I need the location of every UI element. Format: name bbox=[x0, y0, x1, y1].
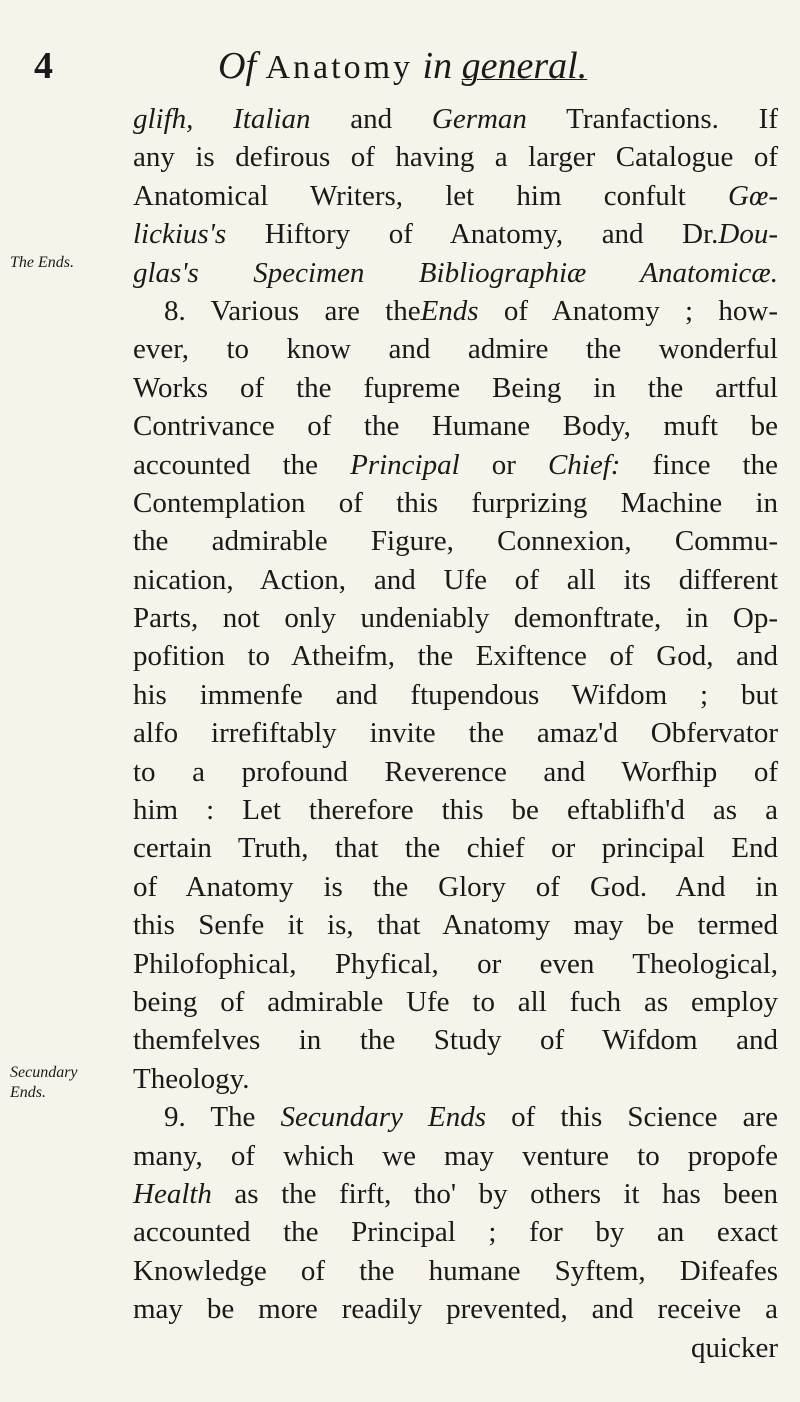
page-header bbox=[28, 44, 748, 104]
running-head bbox=[218, 44, 587, 88]
body-text bbox=[133, 100, 778, 1367]
text-line: nication, Action, and Ufe of all its different bbox=[133, 563, 778, 596]
text-line: Health as the firft, tho' by others it has been bbox=[133, 1177, 778, 1210]
text-line: ever, to know and admire the wonderful bbox=[133, 333, 778, 366]
text-line: lickius's Hiftory of Anatomy, and Dr.Dou- bbox=[133, 218, 778, 251]
text-line: any is defirous of having a larger Catalogue of bbox=[133, 141, 778, 174]
text-line: 8. Various are theEnds of Anatomy ; how- bbox=[164, 294, 778, 327]
text-line: glas's Specimen Bibliographiæ Anatomicæ. bbox=[133, 256, 778, 289]
text-line: glifh, Italian and German Tranfactions. If bbox=[133, 103, 778, 135]
text-line: alfo irrefiftably invite the amaz'd Obfervator bbox=[133, 717, 778, 750]
catchword: quicker bbox=[691, 1331, 778, 1364]
text-line: themfelves in the Study of Wifdom and bbox=[133, 1024, 778, 1057]
text-line: certain Truth, that the chief or principal End bbox=[133, 832, 778, 865]
running-head-of: Of bbox=[218, 45, 256, 87]
text-line: Parts, not only undeniably demonftrate, in Op- bbox=[133, 602, 778, 635]
text-line: accounted the Principal ; for by an exact bbox=[133, 1216, 778, 1249]
text-line: pofition to Atheifm, the Exiftence of God, and bbox=[133, 640, 778, 673]
text-line: Philofophical, Phyfical, or even Theological, bbox=[133, 947, 778, 980]
text-line: his immenfe and ftupendous Wifdom ; but bbox=[133, 678, 778, 711]
text-line: accounted the Principal or Chief: fince the bbox=[133, 448, 778, 481]
margin-note-secundary-ends bbox=[10, 1063, 102, 1103]
text-line: Contemplation of this furprizing Machine in bbox=[133, 486, 778, 519]
page-number: 4 bbox=[34, 45, 53, 87]
text-line: Contrivance of the Humane Body, muft be bbox=[133, 410, 778, 443]
text-line: many, of which we may venture to propofe bbox=[133, 1139, 778, 1172]
text-line: this Senfe it is, that Anatomy may be termed bbox=[133, 909, 778, 942]
running-head-general: general. bbox=[461, 45, 588, 87]
running-head-anatomy: Anatomy bbox=[265, 49, 414, 86]
text-line: Works of the fupreme Being in the artful bbox=[133, 371, 778, 404]
text-line: Knowledge of the humane Syftem, Difeafes bbox=[133, 1254, 778, 1287]
text-line: may be more readily prevented, and receive a bbox=[133, 1293, 778, 1326]
margin-note-secundary-line-1: Secundary bbox=[10, 1064, 78, 1081]
text-line: Anatomical Writers, let him confult Gœ- bbox=[133, 179, 778, 212]
text-line: him : Let therefore this be eftablifh'd as a bbox=[133, 794, 778, 827]
running-head-in: in bbox=[422, 45, 453, 87]
text-line: being of admirable Ufe to all fuch as employ bbox=[133, 985, 778, 1018]
text-line: to a profound Reverence and Worfhip of bbox=[133, 755, 778, 788]
text-line: of Anatomy is the Glory of God. And in bbox=[133, 870, 778, 903]
margin-note-ends: The Ends. bbox=[10, 254, 74, 271]
margin-note-secundary-line-2: Ends. bbox=[10, 1084, 46, 1101]
text-line: 9. The Secundary Ends of this Science are bbox=[164, 1101, 778, 1134]
text-line: Theology. bbox=[133, 1062, 250, 1095]
text-line: the admirable Figure, Connexion, Commu- bbox=[133, 525, 778, 558]
